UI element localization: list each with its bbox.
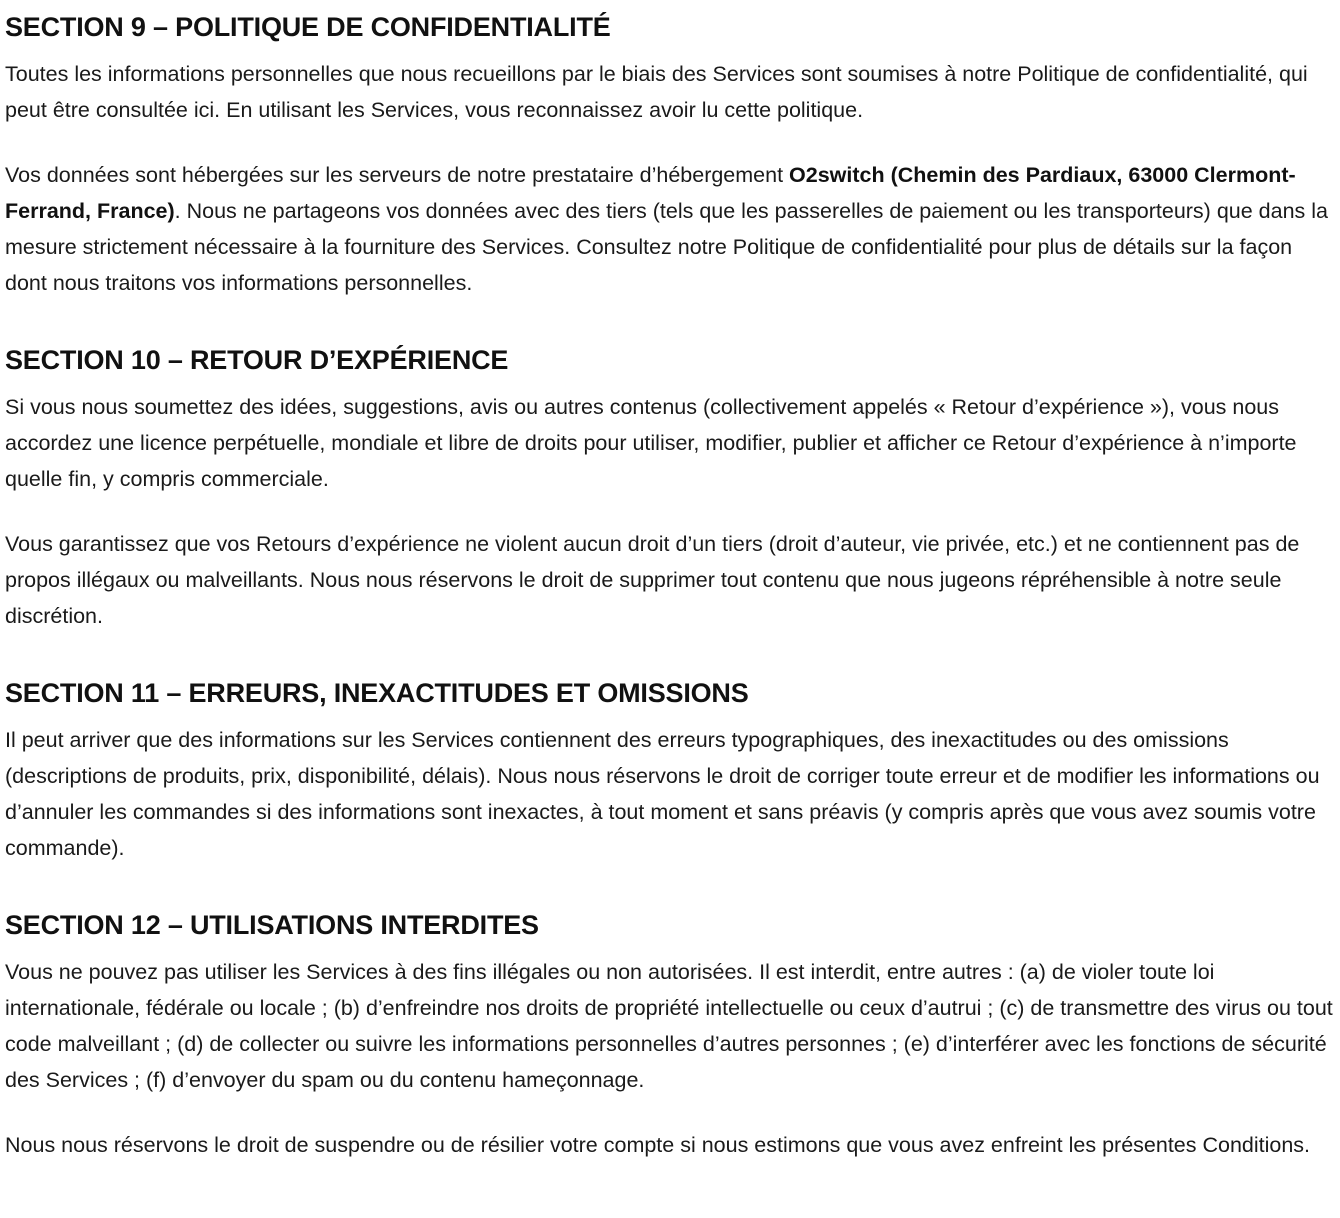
section-12-paragraph-2: Nous nous réservons le droit de suspendre ou de résilier votre compte si nous estimons que vous avez enfreint les présentes Conditions. bbox=[5, 1133, 1311, 1157]
section-9-paragraph-2 bbox=[5, 157, 1336, 301]
section-10 bbox=[5, 344, 1336, 634]
section-12-paragraph-1: Vous ne pouvez pas utiliser les Services à des fins illégales ou non autorisées. Il est interdit, entre autres : (a) de violer toute loi internationale, fédérale ou locale ; (b) d’enfreindre nos droits de propriété intellectuelle ou ceux d’autrui ; (c) de transmettre des virus ou tout code malveillant ; (d) de collecter ou suivre les informations personnelles d’autres personnes ; (e) d’interférer avec les fonctions de sécurité des Services ; (f) d’envoyer du spam ou du contenu hameçonnage. bbox=[5, 960, 1333, 1092]
section-11-paragraph-1: Il peut arriver que des informations sur les Services contiennent des erreurs typographiques, des inexactitudes ou des omissions (descriptions de produits, prix, disponibilité, délais). Nous nous réservons le droit de corriger toute erreur et de modifier les informations ou d’annuler les commandes si des informations sont inexactes, à tout moment et sans préavis (y compris après que vous avez soumis votre commande). bbox=[5, 728, 1320, 860]
section-12-title: SECTION 12 – UTILISATIONS INTERDITES bbox=[5, 910, 539, 940]
section-11 bbox=[5, 677, 1336, 866]
section-10-paragraph-2: Vous garantissez que vos Retours d’expérience ne violent aucun droit d’un tiers (droit d’auteur, vie privée, etc.) et ne contiennent pas de propos illégaux ou malveillants. Nous nous réservons le droit de supprimer tout contenu que nous jugeons répréhensible à notre seule discrétion. bbox=[5, 532, 1300, 628]
section-9-paragraph-2-start: Vos données sont hébergées sur les serveurs de notre prestataire d’hébergement bbox=[5, 163, 790, 187]
section-12 bbox=[5, 909, 1336, 1163]
section-9-paragraph-1: Toutes les informations personnelles que nous recueillons par le biais des Services sont soumises à notre Politique de confidentialité, qui peut être consultée ici. En utilisant les Services, vous reconnaissez avoir lu cette politique. bbox=[5, 62, 1308, 122]
section-10-paragraph-1: Si vous nous soumettez des idées, suggestions, avis ou autres contenus (collectivement appelés « Retour d’expérience »), vous nous accordez une licence perpétuelle, mondiale et libre de droits pour utiliser, modifier, publier et afficher ce Retour d’expérience à n’importe quelle fin, y compris commerciale. bbox=[5, 395, 1297, 491]
hosting-provider-address: O2switch (Chemin des Pardiaux, 63000 Clermont-Ferrand, France) bbox=[5, 163, 1296, 223]
section-9 bbox=[5, 0, 1336, 301]
section-11-title: SECTION 11 – ERREURS, INEXACTITUDES ET OMISSIONS bbox=[5, 678, 749, 708]
section-9-title: SECTION 9 – POLITIQUE DE CONFIDENTIALITÉ bbox=[5, 12, 611, 42]
section-9-paragraph-2-end: . Nous ne partageons vos données avec des tiers (tels que les passerelles de paiement ou les transporteurs) que dans la mesure strictement nécessaire à la fourniture des Services. Consultez notre Politique de confidentialité pour plus de détails sur la façon dont nous traitons vos informations personnelles. bbox=[5, 199, 1328, 295]
section-10-title: SECTION 10 – RETOUR D’EXPÉRIENCE bbox=[5, 345, 509, 375]
